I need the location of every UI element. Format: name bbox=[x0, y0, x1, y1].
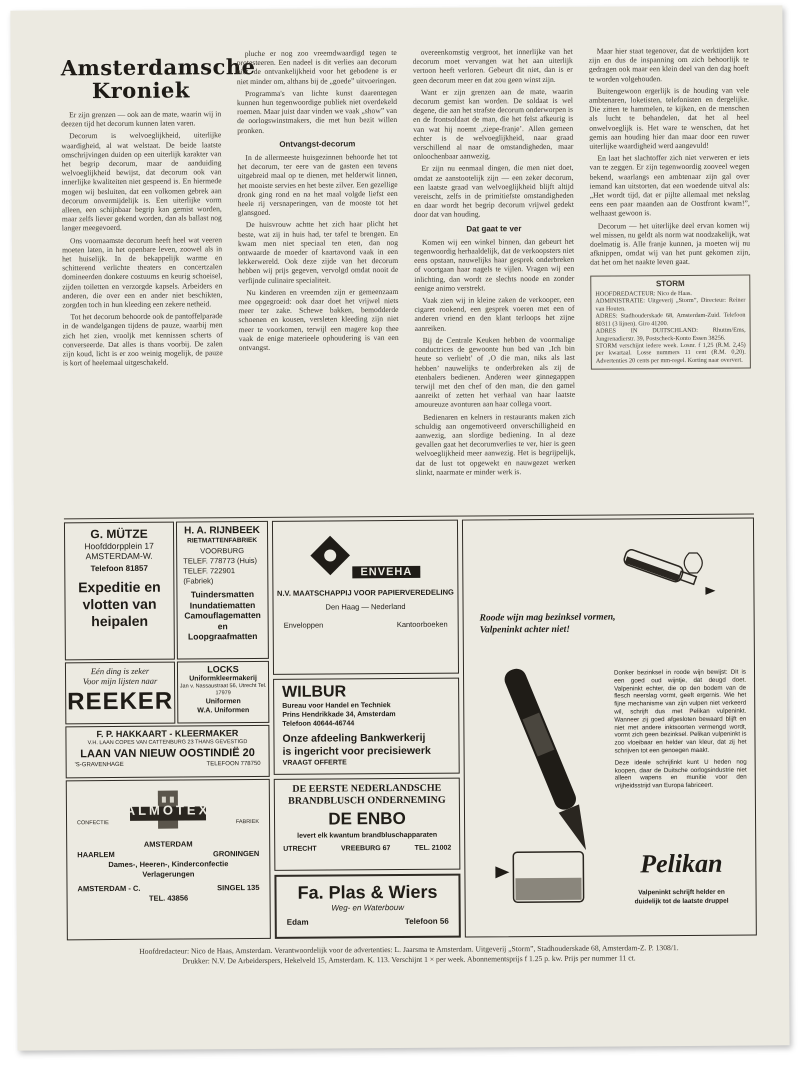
ad-almotex-addr-left: AMSTERDAM - C. bbox=[77, 883, 141, 894]
ad-enbo-name: DE ENBO bbox=[328, 808, 406, 829]
masthead: Amsterdamsche Kroniek bbox=[60, 53, 256, 104]
ad-almotex-city-left: HAARLEM bbox=[77, 849, 115, 860]
ad-pelikan-tag2: duidelijk tot de laatste druppel bbox=[634, 897, 729, 905]
ad-wilbur-line1: Bureau voor Handel en Techniek bbox=[282, 702, 391, 710]
ad-hakkaart-sub: V.H. LAAN COPES VAN CATTENBURG 23 THANS GEVESTIGD bbox=[87, 739, 248, 747]
imprint-footer bbox=[69, 943, 749, 968]
ad-locks bbox=[177, 661, 269, 724]
ad-enbo-phone: TEL. 21002 bbox=[414, 844, 452, 852]
ad-locks-sub: Uniformkleermakerij bbox=[189, 675, 257, 683]
ad-hakkaart bbox=[65, 725, 269, 778]
rijnbeek-product: Inundatiematten bbox=[189, 599, 256, 610]
paragraph: overeenkomstig vergroot, het innerlijke van het decorum moet vervangen wat het aan uiterlijk vertoon heeft verloren. Gebeurt dit niet, dan is er geen decorum meer en dat zou geen winst zijn. bbox=[412, 46, 573, 85]
ad-reeker-line2: Voor mijn lijsten naar bbox=[82, 675, 158, 687]
column-2-text bbox=[237, 48, 398, 135]
column-4-text bbox=[589, 46, 751, 268]
storm-lines bbox=[595, 290, 746, 365]
ad-locks-name: LOCKS bbox=[207, 664, 239, 675]
storm-line: STORM verschijnt iedere week. Losnr. f 1,25 (R.M. 2,45) per kwartaal. Losse nummers 11 cent (R.M. 0,20). Advertenties 20 cents per mm-regel. Korting naar oververt. bbox=[595, 341, 746, 365]
paragraph: Decorum is welvoeglijkheid, uiterlijke waardigheid, al wat welstaat. De beide laatste omschrijvingen duiden op een uiterlijk karakter van het begrip decorum, maar de aanduiding welvoeglijkheid bewijst, dat decorum ook van innerlijke kwaliteiten niet gespeend is. En hiermede mogen wij besluiten, dat een volkomen gebrek aan decorum onvermijdelijk is. Een uiterlijke vorm alleen, een schijnbaar begrip kan gemist worden, maar zelfs liever gekend worden, dan als ballast nog langer meegevoerd. bbox=[61, 130, 222, 233]
imprint-line2: Drukker: N.V. De Arbeiderspers, Hekelveld 15, Amsterdam. K. 113. Verschijnt 1 × per week. Abonnementsprijs f 1.25 p. kw. Prijs per nummer 11 ct. bbox=[182, 953, 636, 966]
ad-enveha-left: Enveloppen bbox=[283, 620, 324, 630]
ad-pelikan-headline2: Valpeninkt achter niet! bbox=[479, 624, 571, 636]
storm-line: ADMINISTRATIE: Uitgeverij „Storm”, Directeur: Reiner van Houten. bbox=[595, 297, 746, 313]
ad-hakkaart-phone: TELEFOON 778750 bbox=[206, 760, 261, 768]
ad-wilbur-slogan2: is ingericht voor precisiewerk bbox=[282, 744, 431, 758]
ad-enbo bbox=[274, 778, 461, 871]
ad-enbo-city: UTRECHT bbox=[283, 845, 317, 853]
ad-plas-phone: Telefoon 56 bbox=[404, 916, 449, 926]
ad-wilbur-line3: Telefoon 40644-46744 bbox=[282, 720, 355, 728]
ad-reeker bbox=[65, 662, 175, 725]
paragraph: Ons voornaamste decorum heeft heel wat veeren moeten laten, in het openbare leven, zoowel als in het huiselijk. In de bekappelijk warme en schitterend verlichte theaters en concertzalen domineerden donkere costuums en keurig schoeisel, zijden toiletten en verzorgde kapsels. Arbeiders en anderen, die over een en ander niet beschikten, zorgden toch in hun kleeding een zekere netheid. bbox=[62, 234, 223, 310]
ad-locks-address: Jan v. Nassaustraat 56, Utrecht Tel. 17979 bbox=[179, 682, 267, 697]
rijnbeek-product: Tuindersmatten bbox=[190, 589, 255, 600]
ad-enveha-city: Den Haag — Nederland bbox=[325, 601, 406, 612]
enveha-logo-icon bbox=[310, 535, 350, 575]
subheading-ontvangst: Ontvangst-decorum bbox=[279, 139, 356, 149]
ad-pelikan-body-wrap bbox=[614, 669, 747, 791]
ad-rijnbeek-products bbox=[183, 589, 261, 642]
ad-almotex-phone: TEL. 43856 bbox=[148, 893, 189, 903]
paragraph: Maar hier staat tegenover, dat de werktijden kort zijn en dus de inspanning om zich behoorlijk te gedragen ook maar een klein deel van den dag hoeft te worden volgehouden. bbox=[588, 45, 749, 84]
ad-enveha-right: Kantoorboeken bbox=[396, 619, 448, 630]
column-4 bbox=[589, 46, 752, 515]
ad-mutze-phone: Telefoon 81857 bbox=[90, 563, 148, 574]
ad-almotex-desc2: Verlagerungen bbox=[142, 869, 195, 879]
ad-rijnbeek bbox=[176, 521, 269, 660]
paragraph: Tot het decorum behoorde ook de pantoffelparade in de wandelgangen tijdens de pauze, waarbij men zich het zien, vrooljk met kennissen scherts of converseerde. Dat alles is thans voorbij. De zalen zijn koud, licht is er zoo weinig mogelijk, de pauze is kort of heelemaal uitgeschakeld. bbox=[62, 311, 223, 368]
paragraph: Er zijn grenzen — ook aan de mate, waarin wij in deezen tijd het decorum kunnen laten varen. bbox=[61, 109, 222, 129]
ad-plas-sub: Weg- en Waterbouw bbox=[331, 902, 404, 913]
paragraph: Bij de Centrale Keuken hebben de voormalige conductrices de gewoonte hun bed van ‚Ich bin heute so verliebt’ of ‚O die man, niks als last hebben’ nauwelijks te onderbreken als zij de etenbalers bedienen. Anderen weer ginnegappen terwijl met den chef of den man, die den gamel aanreikt of zetten het verhaal van haar laatste amoureuze avonturen aan haar collega voort. bbox=[414, 334, 576, 410]
ad-reeker-name: REEKER bbox=[67, 687, 174, 716]
ad-enbo-desc: levert elk kwantum brandbluschapparaten bbox=[297, 831, 438, 840]
ad-enveha bbox=[272, 520, 459, 675]
wine-bottle-glass-icon bbox=[613, 533, 723, 604]
ad-almotex bbox=[66, 779, 271, 940]
ad-rijnbeek-tel2: TELEF. 722901 (Fabriek) bbox=[183, 566, 236, 586]
ad-rijnbeek-sub: RIETMATTENFABRIEK bbox=[187, 536, 258, 545]
ad-pelikan-tag1: Valpeninkt schrijft helder en bbox=[638, 888, 725, 897]
ad-mutze-address: Hoofddorpplein 17 bbox=[84, 540, 154, 552]
ad-hakkaart-city: 'S-GRAVENHAGE bbox=[74, 761, 124, 769]
ad-hakkaart-address: LAAN VAN NIEUW OOSTINDIË 20 bbox=[80, 747, 255, 761]
paragraph: Decorum — het uiterlijke deel ervan komen wij wel missen, nu geldt als norm wat noodzakelijk, wat doelmatig is. Alle franje kunnen, ja moeten wij nu afknippen, omdat wij van het punt gekomen zijn, dat het om het naakte leven gaat. bbox=[589, 220, 751, 268]
paragraph: Buitengewoon ergerlijk is de houding van vele ambtenaren, loketisten, telefonisten en dergelijke. Die zitten te hammelen, te kijken, en de menschen als lucht te behandelen, dat het al heel onwelvoeglijk is. Het ware te wenschen, dat het gemis aan houding hier dan maar door een ruwer uiterlijke waardigheid werd aangevuld! bbox=[588, 85, 750, 151]
ad-locks-l2: W.A. Uniformen bbox=[197, 707, 250, 715]
ad-plas-name: Fa. Plas & Wiers bbox=[297, 881, 438, 903]
ad-locks-l1: Uniformen bbox=[205, 698, 241, 706]
paragraph: En laat het slachtoffer zich niet verweren er iets van te zeggen. Er zijn tegenwoordig zooveel wegen bekend, waarlangs een ambtenaar zijn gal over iemand kan uitstorten, dat een woedende uitval als: „Het wordt tijd, dat er pijlte allemaal met nekslag eens een paar maanden aan de Oostfront kwam!”, welhaast gewoon is. bbox=[589, 152, 750, 219]
ad-wilbur-slogan3: VRAAGT OFFERTE bbox=[282, 759, 347, 767]
ad-almotex-city-right: GRONINGEN bbox=[212, 848, 260, 859]
paragraph: Nu kinderen en vreemden zijn er gemeenzaam mee opgegroeid: ook daar doet het vrijwel niets meer ter zake. Schewe bakken, bemodderde schoenen en kousen, versleten kleeding zijn niet meer te voorkomen, terwijl een magere kop thee vaak de enige materieele ophoudering is van een ontvangst. bbox=[238, 286, 399, 353]
ad-almotex-tag-right: FABRIEK bbox=[235, 818, 260, 826]
ad-almotex-desc1: Dames-, Heeren-, Kinderconfectie bbox=[108, 859, 229, 870]
ad-almotex-city-center: AMSTERDAM bbox=[143, 839, 193, 849]
column-2-text-b bbox=[237, 152, 398, 352]
subheading-dat-gaat-te-ver: Dat gaat te ver bbox=[466, 223, 522, 234]
paragraph: De huisvrouw achtte het zich haar plicht het beste, wat zij in huis had, ter tafel te brengen. En kwam men niet speciaal ten eten, dan nog ontwaarde de moeder of kaartavond vaak in een lekkerwereld. Ook deze zijde van het decorum hebben wij prijs gegeven, vervolgd omdat nooit de verfijnde culinaire specialiteit. bbox=[237, 219, 399, 285]
newspaper-sheet bbox=[10, 5, 789, 1050]
imprint-line1: Hoofdredacteur: Nico de Haas, Amsterdam. Verantwoordelijk voor de advertenties: L. Jaarsma te Amsterdam. Uitgeverij „Storm”, Stadhouderskade 68, Amsterdam-Z. P. 1308/1. bbox=[139, 943, 679, 956]
ad-almotex-brand: ALMOTEX bbox=[125, 802, 211, 818]
paragraph: Bedienaren en kelners in restaurants maken zich schuldig aan ongemotiveerd onverschilligheid en aanwezig, aan slordige bediening. In al deze gevallen gaat het decorumverlies te ver, hier is geen welvoeglijkheid meer aanwezig. Het is begrijpelijk, dat de lust tot opgewekt en nauwgezet werken slinkt, naarmate er minder werk is. bbox=[415, 411, 576, 477]
ad-pelikan-headline bbox=[480, 611, 616, 636]
ad-enbo-l2: BRANDBLUSCH ONDERNEMING bbox=[288, 794, 446, 807]
storm-title: STORM bbox=[655, 278, 685, 288]
ad-mutze-name: G. MÜTZE bbox=[90, 526, 148, 542]
ad-mutze-slogan: Expeditie en vlotten van heipalen bbox=[78, 578, 161, 630]
paragraph: Vaak zien wij in kleine zaken de verkooper, een cigaret rookend, een gesprek voeren met een of anderen vriend en den klant terloops het zijne aanreiken. bbox=[414, 294, 575, 333]
ad-enveha-company: N.V. MAATSCHAPPIJ VOOR PAPIERVEREDELING bbox=[277, 587, 454, 598]
ad-pelikan-body: Donker bezinksel in roode wijn bewijst: Dit is een goed oud wijntje, dat deugd doet. Valpeninkt echter, die op den bodem van de flesch neerslag vormt, geeft ergernis. Wie het fijne mechanisme van zijn vulpen niet verkeerd wil, schrijft dus met Pelikan vulpeninkt. Wanneer zij goed afgesloten bewaard blijft en niet met andere inktsoorten vermengd wordt, vormt zich geen bezinksel. Pelikan vulpeninkt is zoo vloeibaar en helder van kleur, dat zij het schrijven tot een genoegen maakt. bbox=[613, 668, 747, 755]
ad-wilbur-slogan1: Onze afdeeling Bankwerkerij bbox=[282, 731, 426, 745]
ad-pelikan-brand: Pelikan bbox=[640, 848, 723, 879]
paragraph: Er zijn nu eenmaal dingen, die men niet doet, omdat ze aanstootelijk zijn — een zeker decorum, een laatste graad van welvoeglijkheid blijft altijd vereischt, zelfs in de primitiefste omstandigheden en daar wordt het begrip decorum vrijwel gedekt door dat van houding. bbox=[413, 163, 574, 220]
ad-rijnbeek-name: H. A. RIJNBEEK bbox=[184, 524, 260, 537]
storm-line: HOOFDREDACTEUR: Nico de Haas. bbox=[595, 290, 692, 298]
ad-enbo-street: VREEBURG 67 bbox=[340, 845, 391, 853]
ad-wilbur-name: WILBUR bbox=[282, 683, 347, 701]
column-3-text bbox=[413, 47, 574, 220]
ad-pelikan-headline1: Roode wijn mag bezinksel vormen, bbox=[479, 612, 616, 624]
paragraph: Komen wij een winkel binnen, dan gebeurt het tegenwoordig herhaaldelijk, dat de verkoopsters niet eens opstaan, nauwelijks haar gesprek onderbreken of voortgaan haar nagels te vijlen. Vragen wij een inlichting, dan wordt ze slechts noode en zonder eenige animo verstrekt. bbox=[414, 236, 575, 293]
column-3 bbox=[413, 47, 576, 516]
storm-colophon bbox=[590, 274, 751, 370]
paragraph: Programma's van lichte kunst daarentegen kunnen hun tegenwoordige publiek niet overdekeld roemen. Maar juist daar vinden we vaak „show” van de oorlogswinstmakers, die met hun bezit willen pronken. bbox=[236, 87, 398, 135]
ad-mutze bbox=[64, 522, 175, 661]
rijnbeek-product: Camouflagematten bbox=[184, 609, 261, 621]
paragraph: Want er zijn grenzen aan de mate, waarin decorum gemist kan worden. De soldaat is wel degene, die aan het strafste decorum onderworpen is en de frontsoldaat de man, die het felst afkeurig is van wat hij noemt ‚ziepe-franje’. Allen gemeen echter is de welvoeglijkheid, naar graad verschillend al naar de omstandigheden, maar onloochenbaar aanwezig. bbox=[412, 86, 574, 162]
ad-almotex-tag-left: CONFECTIE bbox=[77, 820, 109, 827]
ad-rijnbeek-city: VOORBURG bbox=[200, 546, 245, 556]
column-3-text-b bbox=[414, 237, 576, 477]
ad-rijnbeek-tel1: TELEF. 778773 (Huis) bbox=[183, 555, 258, 566]
ad-hakkaart-name: F. P. HAKKAART - KLEERMAKER bbox=[96, 728, 239, 740]
storm-line: ADRES IN DUITSCHLAND: Rhuttm/Ems, Jungrenadierstr. 39, Postscheck-Konto Essen 38256. bbox=[595, 326, 746, 343]
rijnbeek-product: en bbox=[217, 620, 228, 631]
ad-plas-city: Edam bbox=[286, 917, 309, 927]
rijnbeek-product: Loopgraafmatten bbox=[187, 630, 258, 642]
ad-wilbur bbox=[273, 678, 460, 775]
fountain-pen-inkwell-icon bbox=[492, 652, 614, 913]
column-1-text bbox=[61, 109, 223, 368]
ad-enveha-brand: ENVEHA bbox=[352, 566, 420, 578]
ad-plas-wiers bbox=[274, 874, 460, 939]
column-1 bbox=[60, 49, 256, 518]
ad-almotex-addr-right: SINGEL 135 bbox=[217, 882, 260, 893]
column-2 bbox=[237, 48, 400, 517]
article-area bbox=[61, 46, 754, 519]
storm-line: ADRES: Stadhouderskade 68, Amsterdam-Zuid. Telefoon 80311 (3 lijnen). Giro 41200. bbox=[595, 311, 746, 328]
ad-reeker-line1: Eén ding is zeker bbox=[90, 665, 150, 677]
ad-pelikan-body2: Deze ideale schrijfinkt kunt U heden nog koopen, daar de Duitsche oorlogsindustrie niet alleen wapens en munitie voor den vrijheidsstrijd van Europa fabriceert. bbox=[614, 758, 747, 790]
ad-wilbur-line2: Prins Hendrikkade 34, Amsterdam bbox=[282, 711, 396, 719]
paragraph: pluche er nog zoo vreemdwaardigd tegen te protesteeren. Een nadeel is dit verlies aan decorum niet, de ontvankelijkheid voor het gebodene is er niet minder om, althans bij de „goede” uitvoeringen. bbox=[236, 48, 397, 86]
ad-enbo-l1: DE EERSTE NEDERLANDSCHE bbox=[292, 782, 442, 795]
ad-mutze-city: AMSTERDAM-W. bbox=[85, 550, 153, 562]
ad-pelikan bbox=[462, 518, 757, 938]
ad-pelikan-tag bbox=[616, 889, 748, 907]
paragraph: In de allermeeste huisgezinnen behoorde het tot het decorum, ter eere van de gasten een tevens uitgebreid maal op te dienen, met helderwit linnen, het mooiste servies en het beste zilver. Een gezellige dronk ging rond en na het maal volgde liefst een heele rij versnaperingen, van de mooste tot het glansgoed. bbox=[237, 152, 398, 218]
